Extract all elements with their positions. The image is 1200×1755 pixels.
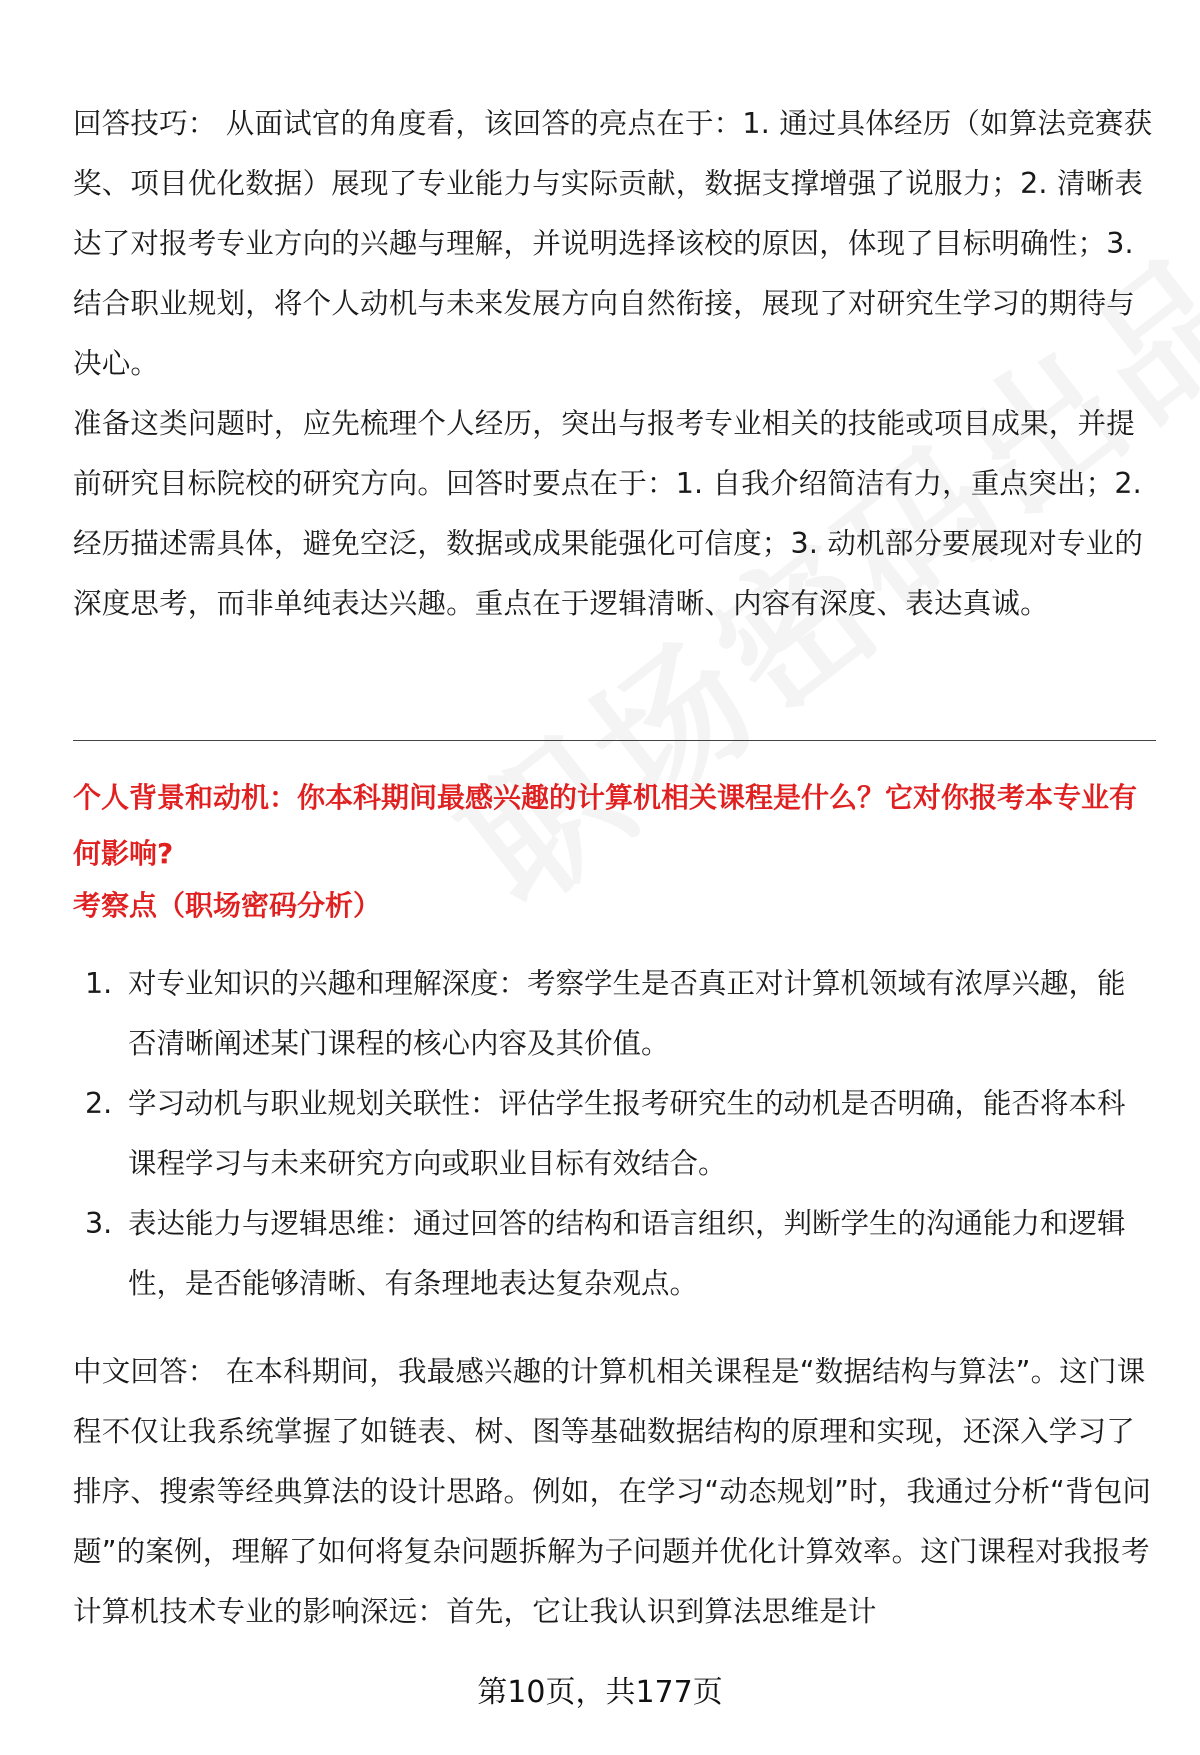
list-item-number: 2. [85, 1087, 113, 1120]
assessment-subheading: 考察点（职场密码分析） [73, 889, 382, 922]
question-heading: 个人背景和动机：你本科期间最感兴趣的计算机相关课程是什么？它对你报考本专业有何影响? [73, 781, 1138, 870]
answer-section [73, 1342, 1153, 1642]
assessment-points-list [73, 954, 1153, 1314]
list-item-text: 学习动机与职业规划关联性：评估学生报考研究生的动机是否明确，能否将本科课程学习与未来研究方向或职业目标有效结合。 [128, 1087, 1126, 1180]
list-item-number: 3. [85, 1207, 113, 1240]
section-divider [73, 740, 1156, 741]
preparation-paragraph: 准备这类问题时，应先梳理个人经历，突出与报考专业相关的技能或项目成果，并提前研究目标院校的研究方向。回答时要点在于：1. 自我介绍简洁有力，重点突出；2. 经历描述需具体，避免空泛，数据或成果能强化可信度；3. 动机部分要展现对专业的深度思考，而非单纯表达兴趣。重点在于逻辑清晰、内容有深度、表达真诚。 [73, 407, 1144, 620]
list-item [73, 1074, 1153, 1194]
list-item-text: 对专业知识的兴趣和理解深度：考察学生是否真正对计算机领域有浓厚兴趣，能否清晰阐述某门课程的核心内容及其价值。 [128, 967, 1126, 1060]
tips-paragraph: 回答技巧： 从面试官的角度看，该回答的亮点在于：1. 通过具体经历（如算法竞赛获奖、项目优化数据）展现了专业能力与实际贡献，数据支撑增强了说服力；2. 清晰表达了对报考专业方向的兴趣与理解，并说明选择该校的原因，体现了目标明确性；3. 结合职业规划，将个人动机与未来发展方向自然衔接，展现了对研究生学习的期待与决心。 [73, 107, 1153, 380]
list-item-text: 表达能力与逻辑思维：通过回答的结构和语言组织，判断学生的沟通能力和逻辑性，是否能够清晰、有条理地表达复杂观点。 [128, 1207, 1126, 1300]
list-item [73, 954, 1153, 1074]
list-item-number: 1. [85, 967, 113, 1000]
page-number-footer: 第10页，共177页 [477, 1675, 723, 1710]
list-item [73, 1194, 1153, 1314]
section-tips [73, 94, 1153, 634]
answer-paragraph: 中文回答： 在本科期间，我最感兴趣的计算机相关课程是“数据结构与算法”。这门课程不仅让我系统掌握了如链表、树、图等基础数据结构的原理和实现，还深入学习了排序、搜索等经典算法的设计思路。例如，在学习“动态规划”时，我通过分析“背包问题”的案例，理解了如何将复杂问题拆解为子问题并优化计算效率。这门课程对我报考计算机技术专业的影响深远：首先，它让我认识到算法思维是计 [73, 1355, 1152, 1628]
